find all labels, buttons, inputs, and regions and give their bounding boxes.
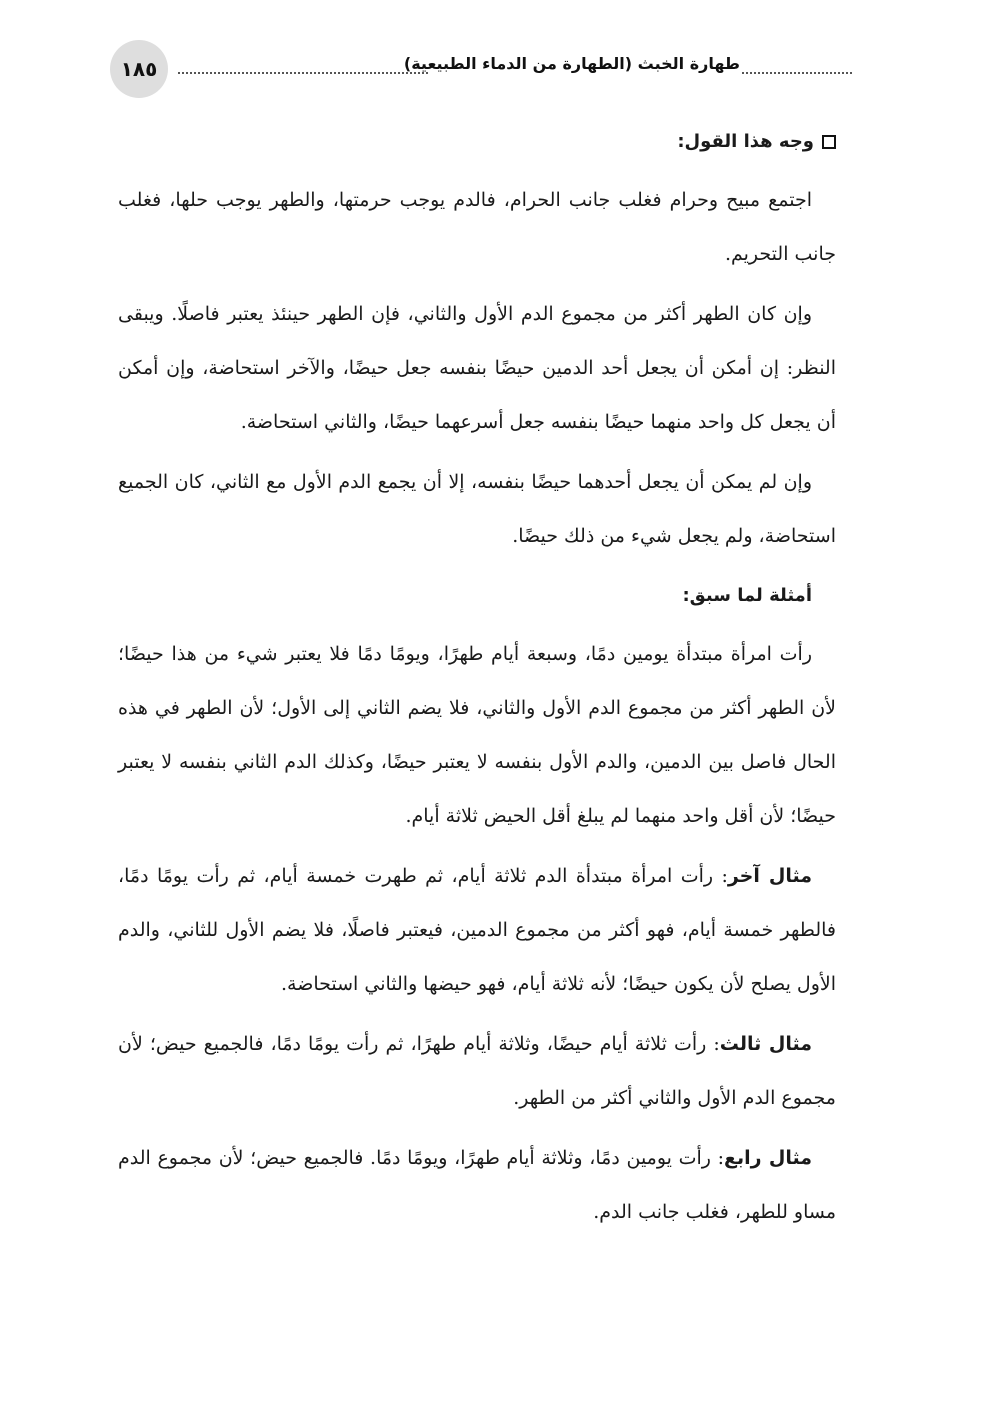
example-text: : رأت يومين دمًا، وثلاثة أيام طهرًا، ويومًا دمًا. فالجميع حيض؛ لأن مجموع الدم مساو للطهر، فغلب جانب الدم.: [118, 1147, 836, 1223]
example-label: مثال ثالث: [719, 1033, 812, 1055]
example-text: : رأت امرأة مبتدأة الدم ثلاثة أيام، ثم طهرت خمسة أيام، ثم رأت يومًا دمًا، فالطهر خمسة أيام، فهو أكثر من مجموع الدمين، فيعتبر فاصلًا، فلا يضم الأول للثاني، والدم الأول يصلح لأن يكون حيضًا؛ لأنه ثلاثة أيام، فهو حيضها والثاني استحاضة.: [118, 865, 836, 995]
section-heading: [118, 115, 836, 169]
example-paragraph: [118, 1131, 836, 1239]
section-heading-text: وجه هذا القول:: [677, 131, 814, 152]
paragraph: وإن كان الطهر أكثر من مجموع الدم الأول والثاني، فإن الطهر حينئذ يعتبر فاصلًا. ويبقى النظر: إن أمكن أن يجعل أحد الدمين حيضًا بنفسه جعل حيضًا، والآخر استحاضة، وإن أمكن أن يجعل كل واحد منهما حيضًا بنفسه جعل أسرعهما حيضًا، والثاني استحاضة.: [118, 303, 836, 433]
example-label: مثال آخر: [727, 865, 812, 887]
page-number: ١٨٥: [110, 40, 168, 98]
header-dotted-leader-left: [178, 72, 428, 74]
checkbox-bullet-icon: [822, 135, 836, 149]
page-body: [118, 115, 836, 1245]
examples-intro-paragraph: رأت امرأة مبتدأة يومين دمًا، وسبعة أيام طهرًا، ويومًا دمًا فلا يعتبر شيء من هذا حيضًا؛ لأن الطهر أكثر من مجموع الدم الأول والثاني، فلا يضم الثاني إلى الأول؛ لأن الطهر في هذه الحال فاصل بين الدمين، والدم الأول بنفسه لا يعتبر حيضًا، وكذلك الدم الثاني بنفسه لا يعتبر حيضًا؛ لأن أقل واحد منهما لم يبلغ أقل الحيض ثلاثة أيام.: [118, 643, 836, 827]
example-paragraph: [118, 1017, 836, 1125]
paragraph: وإن لم يمكن أن يجعل أحدهما حيضًا بنفسه، إلا أن يجمع الدم الأول مع الثاني، كان الجميع استحاضة، ولم يجعل شيء من ذلك حيضًا.: [118, 471, 836, 547]
example-label: مثال رابع: [724, 1147, 812, 1169]
running-title: طهارة الخبث (الطهارة من الدماء الطبيعية): [403, 54, 740, 73]
examples-heading: أمثلة لما سبق:: [682, 585, 812, 606]
example-text: : رأت ثلاثة أيام حيضًا، وثلاثة أيام طهرًا، ثم رأت يومًا دمًا، فالجميع حيض؛ لأن مجموع الدم الأول والثاني أكثر من الطهر.: [118, 1033, 836, 1109]
example-paragraph: [118, 849, 836, 1011]
page-header: [110, 40, 855, 100]
header-dotted-leader-right: [742, 72, 852, 74]
paragraph: اجتمع مبيح وحرام فغلب جانب الحرام، فالدم يوجب حرمتها، والطهر يوجب حلها، فغلب جانب التحريم.: [118, 189, 836, 265]
